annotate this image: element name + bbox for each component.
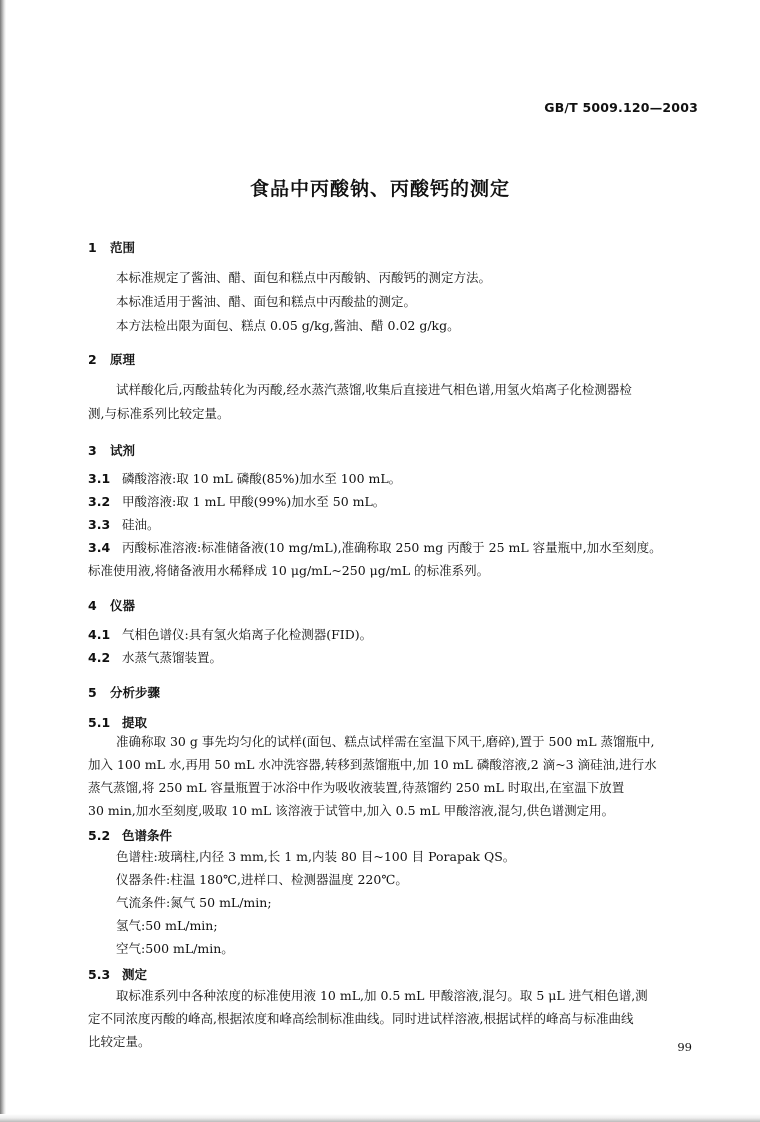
item-number: 3.1 <box>88 471 111 486</box>
subsection-heading-chromatography <box>88 826 172 844</box>
item-number: 3.2 <box>88 494 111 509</box>
body-line: 氢气:50 mL/min; <box>116 918 218 933</box>
body-line: 空气:500 mL/min。 <box>116 941 234 956</box>
standard-code: GB/T 5009.120—2003 <box>544 100 698 115</box>
section-title: 试剂 <box>110 443 136 458</box>
page-title: 食品中丙酸钠、丙酸钙的测定 <box>249 178 510 200</box>
page-number: 99 <box>677 1040 692 1054</box>
apparatus-item <box>88 627 372 643</box>
body-line: 本标准适用于酱油、醋、面包和糕点中丙酸盐的测定。 <box>116 294 417 309</box>
section-title: 原理 <box>110 352 136 367</box>
section-heading-scope <box>88 238 135 256</box>
body-line: 本方法检出限为面包、糕点 0.05 g/kg,酱油、醋 0.02 g/kg。 <box>116 318 460 333</box>
item-text: 甲酸溶液:取 1 mL 甲酸(99%)加水至 50 mL。 <box>122 494 386 509</box>
subsection-number: 5.2 <box>88 828 111 843</box>
section-title: 分析步骤 <box>110 685 161 700</box>
section-number: 4 <box>88 598 97 613</box>
body-line: 试样酸化后,丙酸盐转化为丙酸,经水蒸汽蒸馏,收集后直接进气相色谱,用氢火焰离子化检测器检 <box>116 382 632 397</box>
scan-bottom-edge <box>0 1114 760 1122</box>
item-text: 丙酸标准溶液:标准储备液(10 mg/mL),准确称取 250 mg 丙酸于 25 mL 容量瓶中,加水至刻度。 <box>122 540 662 555</box>
body-line: 色谱柱:玻璃柱,内径 3 mm,长 1 m,内装 80 目~100 目 Porapak QS。 <box>116 849 516 864</box>
section-number: 2 <box>88 352 97 367</box>
reagent-item <box>88 517 160 533</box>
body-line: 加入 100 mL 水,再用 50 mL 水冲洗容器,转移到蒸馏瓶中,加 10 mL 磷酸溶液,2 滴~3 滴硅油,进行水 <box>88 757 657 772</box>
section-heading-reagents <box>88 441 135 459</box>
body-line: 定不同浓度丙酸的峰高,根据浓度和峰高绘制标准曲线。同时进试样溶液,根据试样的峰高与标准曲线 <box>88 1011 634 1026</box>
body-line: 蒸气蒸馏,将 250 mL 容量瓶置于冰浴中作为吸收液装置,待蒸馏约 250 mL 时取出,在室温下放置 <box>88 780 625 795</box>
section-number: 3 <box>88 443 97 458</box>
item-number: 4.2 <box>88 650 111 665</box>
body-line: 30 min,加水至刻度,吸取 10 mL 该溶液于试管中,加入 0.5 mL 甲酸溶液,混匀,供色谱测定用。 <box>88 803 615 818</box>
body-line: 本标准规定了酱油、醋、面包和糕点中丙酸钠、丙酸钙的测定方法。 <box>116 270 492 285</box>
reagent-item <box>88 540 662 556</box>
item-text: 气相色谱仪:具有氢火焰离子化检测器(FID)。 <box>122 627 373 642</box>
item-text: 磷酸溶液:取 10 mL 磷酸(85%)加水至 100 mL。 <box>122 471 402 486</box>
item-number: 3.4 <box>88 540 111 555</box>
section-number: 1 <box>88 240 97 255</box>
subsection-title: 测定 <box>122 967 148 982</box>
item-text: 硅油。 <box>122 517 160 532</box>
body-line: 比较定量。 <box>88 1034 151 1049</box>
subsection-heading-extraction <box>88 713 147 731</box>
subsection-number: 5.1 <box>88 715 111 730</box>
subsection-number: 5.3 <box>88 967 111 982</box>
section-title: 范围 <box>110 240 136 255</box>
subsection-title: 色谱条件 <box>122 828 173 843</box>
apparatus-item <box>88 650 222 666</box>
subsection-heading-determination <box>88 965 147 983</box>
reagent-item <box>88 471 401 487</box>
body-line: 标准使用液,将储备液用水稀释成 10 μg/mL~250 μg/mL 的标准系列。 <box>88 563 490 578</box>
section-title: 仪器 <box>110 598 136 613</box>
reagent-item <box>88 494 385 510</box>
section-heading-procedure <box>88 683 160 701</box>
body-line: 取标准系列中各种浓度的标准使用液 10 mL,加 0.5 mL 甲酸溶液,混匀。取 5 μL 进气相色谱,测 <box>116 988 648 1003</box>
section-heading-principle <box>88 350 135 368</box>
scan-left-edge <box>0 0 6 1122</box>
body-line: 测,与标准系列比较定量。 <box>88 406 230 421</box>
subsection-title: 提取 <box>122 715 148 730</box>
section-number: 5 <box>88 685 97 700</box>
item-number: 4.1 <box>88 627 111 642</box>
body-line: 气流条件:氮气 50 mL/min; <box>116 895 272 910</box>
item-text: 水蒸气蒸馏装置。 <box>122 650 223 665</box>
item-number: 3.3 <box>88 517 111 532</box>
body-line: 仪器条件:柱温 180℃,进样口、检测器温度 220℃。 <box>116 872 408 887</box>
section-heading-apparatus <box>88 596 135 614</box>
body-line: 准确称取 30 g 事先均匀化的试样(面包、糕点试样需在室温下风干,磨碎),置于 500 mL 蒸馏瓶中, <box>116 734 655 749</box>
